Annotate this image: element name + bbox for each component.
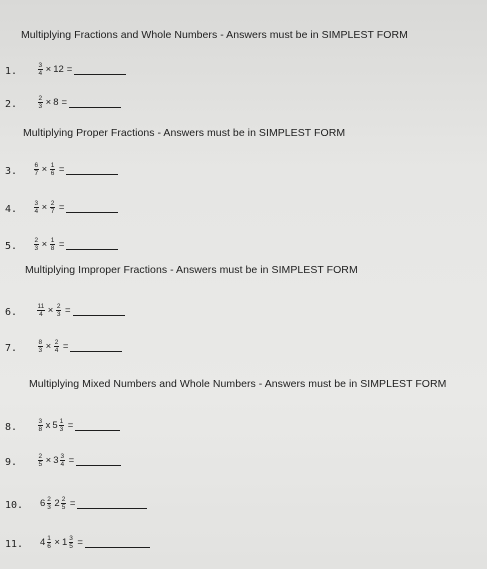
second-operand-numerator: 1 bbox=[59, 418, 64, 425]
answer-blank[interactable] bbox=[75, 421, 120, 431]
second-operand-whole: 2 bbox=[54, 498, 60, 509]
second-operand bbox=[62, 535, 74, 550]
first-operand bbox=[37, 418, 44, 433]
problem-expression bbox=[33, 162, 118, 177]
first-operand bbox=[37, 453, 44, 468]
section-heading-whole-numbers: Multiplying Fractions and Whole Numbers - Answers must be in SIMPLEST FORM bbox=[21, 29, 408, 41]
second-operand-numerator: 1 bbox=[50, 237, 55, 244]
multiply-sign: × bbox=[45, 455, 52, 466]
answer-blank[interactable] bbox=[66, 240, 118, 250]
section-heading-mixed-numbers: Multiplying Mixed Numbers and Whole Numbers - Answers must be in SIMPLEST FORM bbox=[29, 378, 447, 390]
first-operand-fraction bbox=[38, 339, 43, 354]
second-operand-fraction bbox=[50, 237, 55, 252]
first-operand-whole: 4 bbox=[40, 537, 46, 548]
first-operand-numerator: 6 bbox=[34, 162, 39, 169]
second-operand-denominator: 6 bbox=[50, 170, 55, 177]
first-operand bbox=[33, 162, 40, 177]
first-operand bbox=[40, 496, 52, 511]
problem-number: 5. bbox=[5, 241, 18, 252]
first-operand-fraction bbox=[38, 62, 43, 77]
second-operand-numerator: 2 bbox=[56, 303, 61, 310]
problem-number: 3. bbox=[5, 166, 18, 177]
equals-sign: = bbox=[66, 64, 73, 75]
second-operand-numerator: 1 bbox=[50, 162, 55, 169]
problem-expression bbox=[36, 303, 125, 318]
answer-blank[interactable] bbox=[69, 98, 121, 108]
second-operand bbox=[52, 418, 64, 433]
second-operand-denominator: 5 bbox=[69, 543, 73, 550]
multiply-sign: × bbox=[41, 239, 48, 250]
first-operand-denominator: 5 bbox=[38, 461, 43, 468]
first-operand-denominator: 7 bbox=[34, 170, 39, 177]
second-operand bbox=[55, 303, 62, 318]
second-operand-fraction bbox=[50, 200, 55, 215]
problem-expression bbox=[37, 62, 126, 77]
problem-expression bbox=[33, 237, 118, 252]
second-operand-whole: 1 bbox=[61, 537, 68, 548]
section-heading-improper-fractions: Multiplying Improper Fractions - Answers must be in SIMPLEST FORM bbox=[25, 264, 358, 276]
first-operand-denominator: 3 bbox=[47, 504, 51, 511]
second-operand-numerator: 3 bbox=[60, 453, 65, 460]
problem-expression bbox=[40, 535, 150, 550]
problem-expression bbox=[37, 339, 122, 354]
second-operand-fraction bbox=[60, 453, 65, 468]
first-operand-fraction bbox=[47, 496, 52, 511]
answer-blank[interactable] bbox=[76, 456, 121, 466]
answer-blank[interactable] bbox=[73, 306, 125, 316]
problem-number: 6. bbox=[5, 307, 18, 318]
second-operand bbox=[53, 339, 60, 354]
first-operand-numerator: 3 bbox=[38, 418, 43, 425]
problem-number: 11. bbox=[5, 539, 24, 550]
first-operand-fraction bbox=[38, 95, 43, 110]
second-operand-denominator: 4 bbox=[54, 347, 59, 354]
problem-number: 2. bbox=[5, 99, 18, 110]
multiply-sign: × bbox=[45, 97, 52, 108]
equals-sign: = bbox=[58, 239, 65, 250]
second-operand bbox=[54, 496, 66, 511]
second-operand-denominator: 5 bbox=[61, 504, 66, 511]
answer-blank[interactable] bbox=[66, 165, 118, 175]
problem-number: 1. bbox=[5, 66, 18, 77]
second-operand-denominator: 3 bbox=[56, 311, 61, 318]
second-operand-numerator: 2 bbox=[50, 200, 55, 207]
problem-expression bbox=[37, 418, 120, 433]
second-operand-fraction bbox=[61, 496, 66, 511]
problem-expression bbox=[37, 453, 121, 468]
equals-sign: = bbox=[58, 164, 65, 175]
first-operand-fraction bbox=[38, 418, 43, 433]
multiply-sign: × bbox=[45, 341, 52, 352]
answer-blank[interactable] bbox=[74, 65, 126, 75]
second-operand-fraction bbox=[69, 535, 74, 550]
second-operand-denominator: 3 bbox=[59, 426, 64, 433]
second-operand-denominator: 8 bbox=[50, 245, 55, 252]
second-operand-denominator: 4 bbox=[60, 461, 65, 468]
first-operand-numerator: 3 bbox=[34, 200, 39, 207]
first-operand-denominator: 4 bbox=[34, 208, 39, 215]
first-operand-numerator: 8 bbox=[38, 339, 43, 346]
first-operand-denominator: 4 bbox=[38, 70, 43, 77]
equals-sign: = bbox=[69, 498, 76, 509]
equals-sign: = bbox=[64, 305, 71, 316]
second-operand-fraction bbox=[50, 162, 55, 177]
second-operand-fraction bbox=[54, 339, 59, 354]
first-operand-denominator: 3 bbox=[34, 245, 39, 252]
equals-sign: = bbox=[77, 537, 83, 548]
multiply-sign: × bbox=[47, 305, 54, 316]
first-operand-fraction bbox=[38, 453, 43, 468]
first-operand-fraction bbox=[47, 535, 52, 550]
answer-blank[interactable] bbox=[85, 538, 150, 548]
multiply-sign: × bbox=[41, 202, 48, 213]
section-heading-proper-fractions: Multiplying Proper Fractions - Answers must be in SIMPLEST FORM bbox=[23, 127, 346, 139]
second-operand-whole-number: 12 bbox=[53, 64, 64, 75]
first-operand bbox=[36, 303, 46, 318]
second-operand-fraction bbox=[59, 418, 64, 433]
first-operand-numerator: 11 bbox=[37, 303, 45, 310]
problem-expression bbox=[40, 496, 147, 511]
first-operand-numerator: 2 bbox=[47, 496, 51, 503]
first-operand-numerator: 2 bbox=[34, 237, 39, 244]
answer-blank[interactable] bbox=[70, 342, 122, 352]
second-operand bbox=[49, 237, 56, 252]
first-operand-denominator: 6 bbox=[47, 543, 51, 550]
first-operand-fraction bbox=[34, 237, 39, 252]
second-operand bbox=[49, 200, 56, 215]
first-operand bbox=[37, 339, 44, 354]
multiply-sign: × bbox=[45, 64, 52, 75]
answer-blank[interactable] bbox=[66, 203, 118, 213]
first-operand-numerator: 2 bbox=[38, 95, 43, 102]
first-operand bbox=[37, 62, 44, 77]
first-operand-numerator: 2 bbox=[38, 453, 43, 460]
second-operand-fraction bbox=[56, 303, 61, 318]
second-operand bbox=[53, 64, 64, 75]
problem-expression bbox=[37, 95, 121, 110]
first-operand-fraction bbox=[37, 303, 45, 318]
second-operand-whole: 5 bbox=[52, 420, 58, 431]
second-operand bbox=[53, 97, 58, 108]
equals-sign: = bbox=[61, 97, 68, 108]
equals-sign: = bbox=[68, 455, 75, 466]
problem-number: 10. bbox=[5, 500, 24, 511]
first-operand bbox=[33, 237, 40, 252]
answer-blank[interactable] bbox=[77, 499, 147, 509]
second-operand-numerator: 2 bbox=[61, 496, 66, 503]
equals-sign: = bbox=[58, 202, 65, 213]
first-operand-fraction bbox=[34, 200, 39, 215]
multiply-sign: × bbox=[54, 537, 60, 548]
problem-number: 7. bbox=[5, 343, 18, 354]
first-operand-fraction bbox=[34, 162, 39, 177]
second-operand-numerator: 3 bbox=[69, 535, 73, 542]
second-operand-whole-number: 8 bbox=[53, 97, 59, 108]
first-operand-denominator: 3 bbox=[38, 103, 43, 110]
multiply-sign: x bbox=[45, 420, 51, 431]
first-operand-denominator: 8 bbox=[38, 426, 43, 433]
first-operand-denominator: 3 bbox=[38, 347, 43, 354]
first-operand bbox=[40, 535, 52, 550]
second-operand-numerator: 2 bbox=[54, 339, 59, 346]
multiply-sign: × bbox=[41, 164, 48, 175]
first-operand-denominator: 4 bbox=[39, 311, 43, 318]
first-operand-numerator: 1 bbox=[47, 535, 51, 542]
second-operand-denominator: 7 bbox=[50, 208, 55, 215]
problem-expression bbox=[33, 200, 118, 215]
problem-number: 8. bbox=[5, 422, 18, 433]
equals-sign: = bbox=[67, 420, 74, 431]
second-operand-whole: 3 bbox=[53, 455, 59, 466]
first-operand-whole: 6 bbox=[40, 498, 46, 509]
problem-number: 4. bbox=[5, 204, 18, 215]
first-operand bbox=[37, 95, 44, 110]
second-operand bbox=[53, 453, 65, 468]
equals-sign: = bbox=[62, 341, 69, 352]
problem-number: 9. bbox=[5, 457, 18, 468]
second-operand bbox=[49, 162, 56, 177]
first-operand bbox=[33, 200, 40, 215]
first-operand-numerator: 3 bbox=[38, 62, 43, 69]
